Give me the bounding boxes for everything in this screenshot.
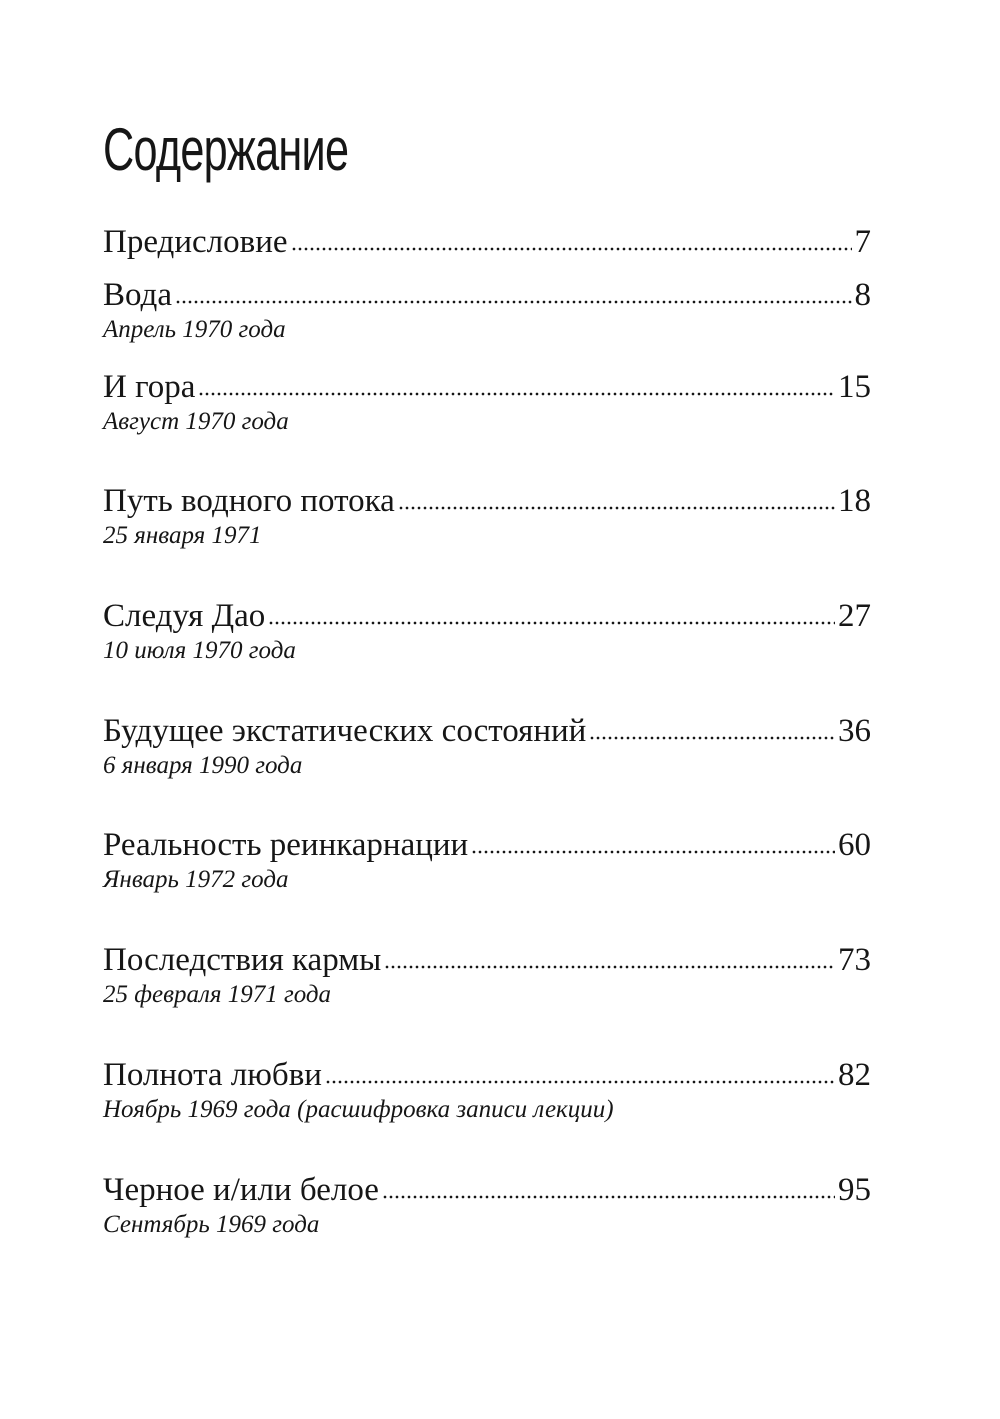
toc-entry-date: Сентябрь 1969 года (103, 1211, 320, 1238)
toc-entry-page-number: 36 (838, 713, 871, 749)
toc-entry-title: Следуя Дао (103, 598, 266, 634)
dot-leader (384, 965, 835, 969)
toc-entry (103, 596, 871, 666)
dot-leader (268, 621, 835, 625)
toc-entry-date: 25 января 1971 (103, 522, 262, 549)
dot-leader (198, 392, 835, 396)
toc-entry-page-number: 60 (838, 827, 871, 863)
toc-entry-title: Полнота любви (103, 1057, 322, 1093)
toc-entry-date: 6 января 1990 года (103, 752, 303, 779)
toc-entry-title: Черное и/или белое (103, 1172, 379, 1208)
toc-entry-line (103, 222, 871, 262)
toc-entry-date: 25 февраля 1971 года (103, 981, 332, 1008)
toc-entry-title: Будущее экстатических состояний (103, 713, 587, 749)
toc-entry (103, 275, 871, 345)
toc-entry-page-number: 7 (854, 224, 871, 260)
toc-entry-line (103, 1055, 871, 1095)
dot-leader (325, 1080, 835, 1084)
toc-entry (103, 481, 871, 551)
toc-entry-page-number: 27 (838, 598, 871, 634)
toc-entry-date: 10 июля 1970 года (103, 637, 296, 664)
dot-leader (589, 736, 835, 740)
dot-leader (471, 850, 835, 854)
toc-entry-title: Предисловие (103, 224, 288, 260)
toc-entry-title: Реальность реинкарнации (103, 827, 469, 863)
dot-leader (382, 1195, 835, 1199)
toc-entry (103, 222, 871, 262)
toc-entry-date: Август 1970 года (103, 408, 289, 435)
toc-entry-page-number: 15 (838, 369, 871, 405)
toc-entry-page-number: 73 (838, 942, 871, 978)
dot-leader (398, 506, 835, 510)
toc-entry-line (103, 1170, 871, 1210)
toc-entry-page-number: 18 (838, 483, 871, 519)
toc-entry-line (103, 275, 871, 315)
toc-entry-date: Ноябрь 1969 года (расшифровка записи лекции) (103, 1096, 614, 1123)
toc-entry-title: И гора (103, 369, 196, 405)
toc-entry-date: Апрель 1970 года (103, 316, 286, 343)
toc-entry-line (103, 367, 871, 407)
toc-entry-line (103, 481, 871, 521)
toc-entry-line (103, 940, 871, 980)
toc-entry (103, 1055, 871, 1125)
toc-entry (103, 1170, 871, 1240)
toc-entry-title: Последствия кармы (103, 942, 382, 978)
page-title: Содержание (103, 116, 349, 183)
toc-entry-line (103, 825, 871, 865)
toc-entry-page-number: 8 (854, 277, 871, 313)
toc-entry-page-number: 82 (838, 1057, 871, 1093)
toc-entry-title: Вода (103, 277, 172, 313)
toc-entry (103, 825, 871, 895)
toc-entry-date: Январь 1972 года (103, 866, 289, 893)
dot-leader (291, 247, 852, 251)
toc-entry-page-number: 95 (838, 1172, 871, 1208)
toc-entry (103, 940, 871, 1010)
toc-entry-line (103, 711, 871, 751)
toc-entry-title: Путь водного потока (103, 483, 395, 519)
toc-entry (103, 367, 871, 437)
toc-entry (103, 711, 871, 781)
dot-leader (175, 300, 852, 304)
toc-entry-line (103, 596, 871, 636)
